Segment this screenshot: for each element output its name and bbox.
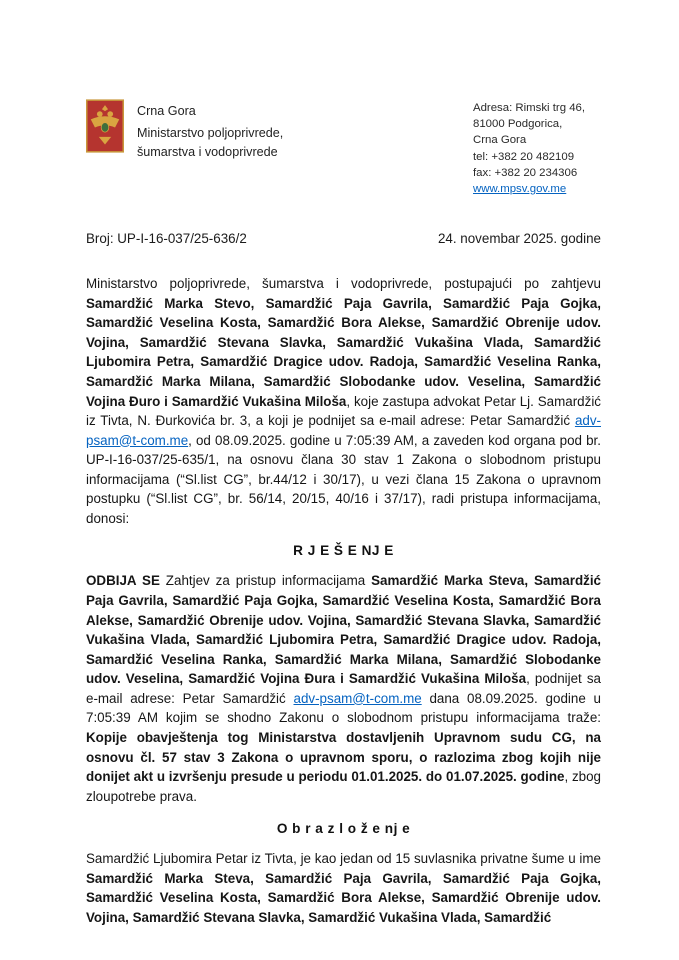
website-link[interactable]: www.mpsv.gov.me [473,182,567,195]
ministry-name-line2: šumarstva i vodoprivrede [137,145,278,160]
letterhead [86,98,601,197]
email-link[interactable]: adv-psam@t-com.me [86,413,601,448]
body-text: , podnijet sa e-mail adrese: Petar Samardžić [86,671,601,706]
country-name: Crna Gora [137,104,196,118]
phone-line: tel: +382 20 482109 [473,150,575,163]
bold-text: Samardžić Marka Stevo, Samardžić Paja Gavrila, Samardžić Paja Gojka, Samardžić Veselina Kosta, Samardžić Bora Alekse, Samardžić Obrenije udov. Vojina, Samardžić Stevana Slavka, Samardžić Vukašina Vlada, Samardžić Ljubomira Petra, Samardžić Dragice udov. Radoja, Samardžić Veselina Ranka, Samardžić Marka Milana, Samardžić Slobodanke udov. Veselina, Samardžić Vojina Đuro i Samardžić Vukašina Miloša [86,295,601,409]
address-line: Adresa: Rimski trg 46, [473,102,586,114]
body-text: , koje zastupa advokat Petar Lj. Samardžić iz Tivta, N. Đurkovića br. 3, a koji je podnijet sa e-mail adrese: Petar Samardžić [86,393,601,429]
address-line: Crna Gora [473,134,527,147]
bold-text: Samardžić Marka Steva, Samardžić Paja Gavrila, Samardžić Paja Gojka, Samardžić Veselina Kosta, Samardžić Bora Alekse, Samardžić Obrenije udov. Vojina, Samardžić Stevana Slavka, Samardžić Vukašina Vlada, Samardžić Ljubomira Petra, Samardžić Dragice udov. Radoja, Samardžić Veselina Ranka, Samardžić Marka Milana, Samardžić Slobodanke udov. Veselina, Samardžić Vojina Đura i Samardžić Vukašina Miloša [86,573,601,687]
body-text: Zahtjev za pristup informacijama [159,573,372,589]
reference-row [86,231,601,246]
document-body [86,274,601,927]
document-number: Broj: UP-I-16-037/25-636/2 [86,231,247,247]
decision-paragraph [86,571,601,806]
decision-title: R J E Š E NJ E [293,543,394,559]
ministry-name-block [137,98,283,163]
montenegro-coat-of-arms-icon [86,98,124,158]
explanation-paragraph [86,849,601,927]
explanation-title: O b r a z l o ž e nj e [276,821,411,837]
address-line: 81000 Podgorica, [473,118,563,131]
body-text: dana 08.09.2025. godine u 7:05:39 AM kojim se shodno Zakonu o slobodnom pristupu informacijama traže: [86,690,601,726]
body-text: , zbog zloupotrebe prava. [86,769,601,804]
intro-paragraph [86,274,601,528]
bold-text: Samardžić Marka Steva, Samardžić Paja Gavrila, Samardžić Paja Gojka, Samardžić Veselina Kosta, Samardžić Bora Alekse, Samardžić Obrenije udov. Vojina, Samardžić Stevana Slavka, Samardžić Vukašina Vlada, Samardžić [86,870,601,925]
email-link[interactable]: adv-psam@t-com.me [293,690,422,706]
body-text: , od 08.09.2025. godine u 7:05:39 AM, a zaveden kod organa pod br. UP-I-16-037/25-635/1, na osnovu člana 30 stav 1 Zakona o slobodnom pristupu informacijama (“Sl.list CG”, br.44/12 i 30/17), u vezi člana 15 Zakona o upravnom postupku (“Sl.list CG”, br. 56/14, 20/15, 40/16 i 37/17), radi pristupa informacijama, donosi: [86,432,601,526]
bold-text: Kopije obavještenja tog Ministarstva dostavljenih Upravnom sudu CG, na osnovu čl. 57 stav 3 Zakona o upravnom sporu, o razlozima zbog kojih nije donijet akt u izvršenju presude u periodu 01.01.2025. do 01.07.2025. godine [86,729,601,785]
document-date: 24. novembar 2025. godine [437,231,601,247]
body-text: Samardžić Ljubomira Petar iz Tivta, je kao jedan od 15 suvlasnika privatne šume u ime [86,851,601,867]
ministry-identity [86,98,283,163]
bold-text: ODBIJA SE [86,573,160,589]
fax-line: fax: +382 20 234306 [473,166,578,179]
contact-block [473,98,601,197]
ministry-name-line1: Ministarstvo poljoprivrede, [137,125,284,140]
body-text: Ministarstvo poljoprivrede, šumarstva i vodoprivrede, postupajući po zahtjevu [86,276,601,292]
